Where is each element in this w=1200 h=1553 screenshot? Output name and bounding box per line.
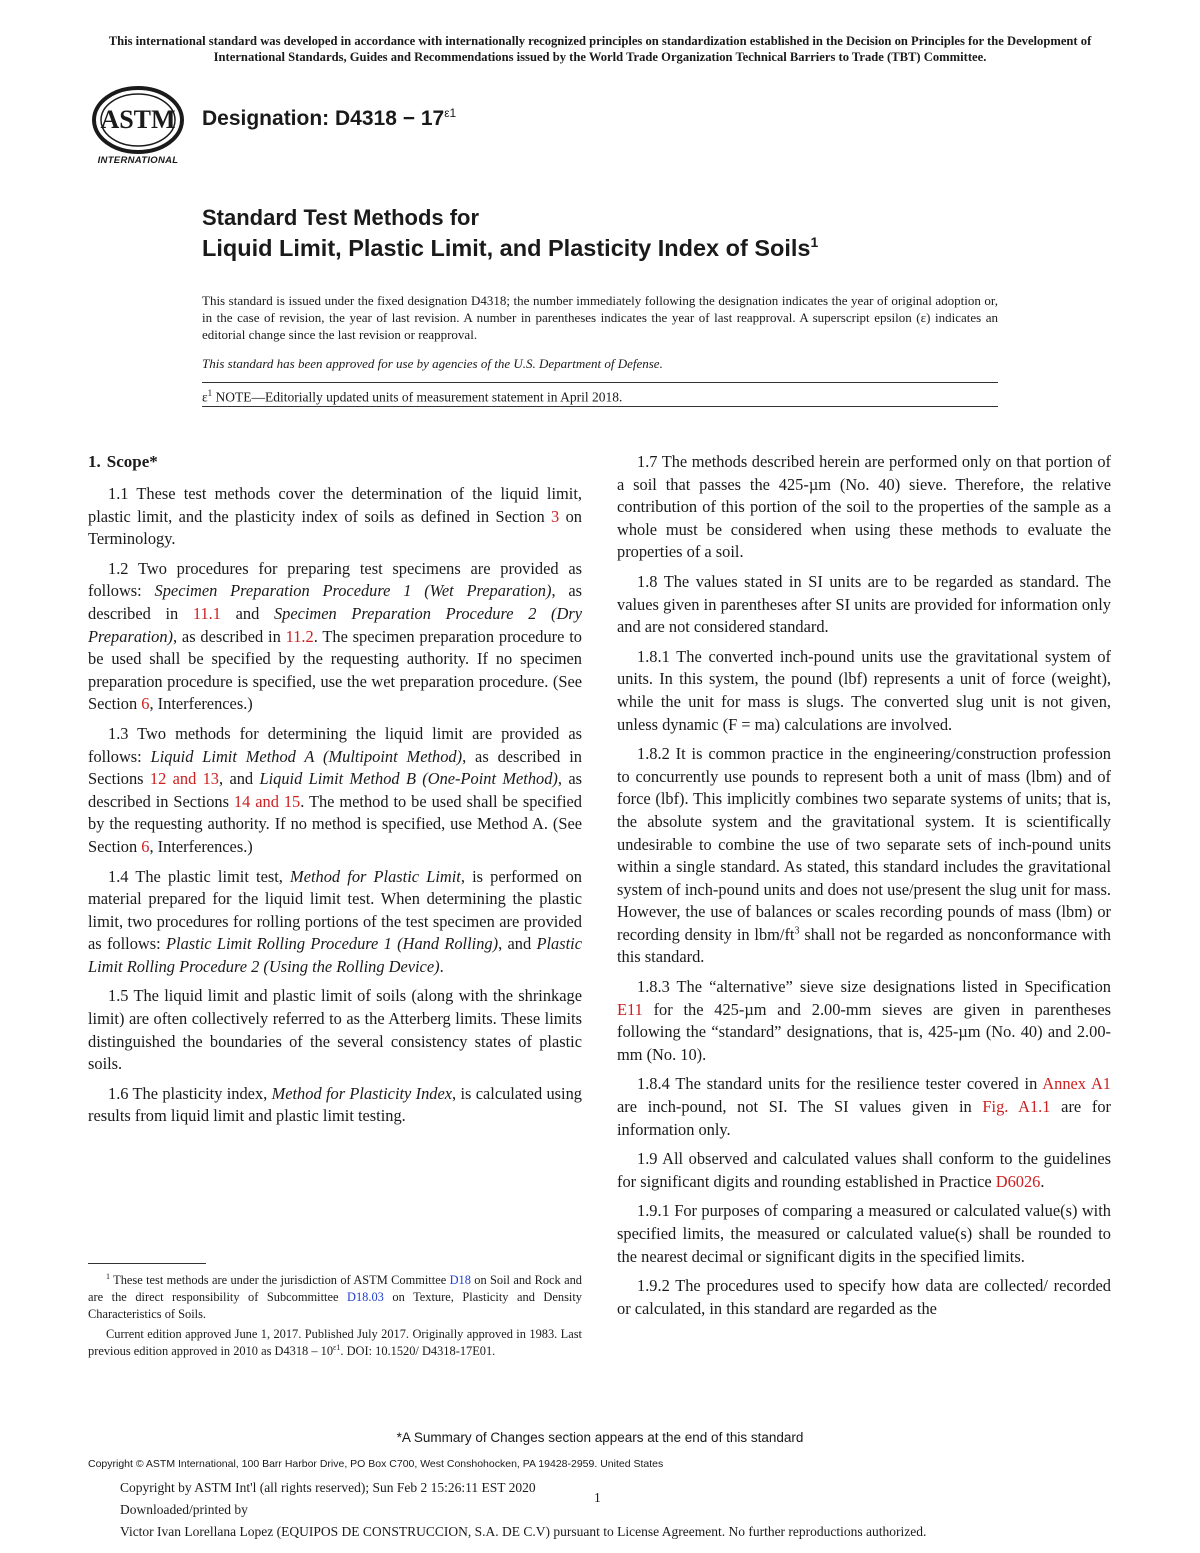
- section-number: 1.: [88, 452, 101, 471]
- copyright-line: Copyright © ASTM International, 100 Barr Harbor Drive, PO Box C700, West Conshohocken, PA 19428-2959. United States: [88, 1458, 664, 1470]
- paragraph-1-6: 1.6 The plasticity index, Method for Plasticity Index, is calculated using results from liquid limit and plastic limit testing.: [88, 1083, 582, 1126]
- link-section-6[interactable]: 6: [141, 836, 150, 856]
- paragraph-1-3: 1.3 Two methods for determining the liquid limit are provided as follows: Liquid Limit Method A (Multipoint Method), as described in Sections 12 and 13, and Liquid Limit Method B (One-Point Method), as described in Sections 14 and 15. The method to be used shall be specified by the requesting authority. If no method is specified, use Method A. (See Section 6, Interferences.): [88, 723, 582, 856]
- astm-logo: [88, 84, 188, 166]
- paragraph-1-2: 1.2 Two procedures for preparing test specimens are provided as follows: Specimen Preparation Procedure 1 (Wet Preparation), as described in 11.1 and Specimen Preparation Procedure 2 (Dry Preparation), as described in 11.2. The specimen preparation procedure to be used shall be specified by the requesting authority. If no specimen preparation procedure is specified, use the wet preparation procedure. (See Section 6, Interferences.): [88, 558, 582, 714]
- link-sections-14-15[interactable]: 14 and 15: [233, 791, 301, 811]
- logo-lettering: ASTM: [100, 105, 176, 134]
- link-d18-03[interactable]: D18.03: [347, 1290, 384, 1304]
- title-main: Liquid Limit, Plastic Limit, and Plasticity Index of Soils: [202, 234, 811, 261]
- epsilon-mark: ε: [202, 389, 208, 405]
- paragraph-1-4: 1.4 The plastic limit test, Method for Plastic Limit, is performed on material prepared for the liquid limit test. When determining the plastic limit, two procedures for rolling portions of the test specimen are provided as follows: Plastic Limit Rolling Procedure 1 (Hand Rolling), and Plastic Limit Rolling Procedure 2 (Using the Rolling Device).: [88, 866, 582, 976]
- section-title: Scope*: [106, 452, 158, 471]
- logo-caption: INTERNATIONAL: [97, 155, 179, 166]
- paragraph-1-8: 1.8 The values stated in SI units are to be regarded as standard. The values given in parentheses after SI units are provided for information only and are not considered standard.: [617, 571, 1111, 637]
- link-fig-a1-1[interactable]: Fig. A1.1: [982, 1097, 1051, 1117]
- link-11-2[interactable]: 11.2: [285, 626, 314, 646]
- designation-epsilon: ε1: [444, 106, 457, 120]
- designation: [202, 106, 456, 131]
- paragraph-1-9-2: 1.9.2 The procedures used to specify how data are collected/ recorded or calculated, in this standard are regarded as the: [617, 1276, 1111, 1318]
- link-11-1[interactable]: 11.1: [192, 603, 221, 623]
- epsilon-sup: 1: [207, 388, 213, 398]
- download-licensee: Victor Ivan Lorellana Lopez (EQUIPOS DE CONSTRUCCION, S.A. DE C.V) pursuant to License Agreement. No further reproductions authorized.: [120, 1524, 927, 1539]
- link-annex-a1[interactable]: Annex A1: [1042, 1074, 1111, 1094]
- link-section-3[interactable]: 3: [551, 506, 560, 526]
- paragraph-1-8-1: 1.8.1 The converted inch-pound units use the gravitational system of units. In this system, the pound (lbf) represents a unit of force (weight), while the unit for mass is slugs. The converted slug unit is not given, unless dynamic (F = ma) calculations are involved.: [617, 646, 1111, 734]
- paragraph-1-9-1: 1.9.1 For purposes of comparing a measured or calculated value(s) with specified limits, the measured or calculated value(s) shall be rounded to the nearest decimal or significant digits in the specified limits.: [617, 1201, 1111, 1266]
- download-printed-by: Downloaded/printed by: [120, 1502, 248, 1517]
- epsilon-note: [202, 388, 622, 406]
- section-heading-scope: [88, 451, 582, 473]
- link-d6026[interactable]: D6026: [995, 1171, 1041, 1191]
- left-column: [88, 451, 582, 1135]
- page-number: 1: [594, 1490, 601, 1505]
- paragraph-1-1: 1.1 These test methods cover the determination of the liquid limit, plastic limit, and the plasticity index of soils as defined in Section 3 on Terminology.: [88, 484, 582, 549]
- international-standard-note: This international standard was developed in accordance with internationally recognized principles on standardization established in the Decision on Principles for the Development of International Standards, Guides and Recommendations issued by the World Trade Organization Technical Barriers to Trade (TBT) Committee.: [108, 34, 1092, 64]
- link-d18[interactable]: D18: [449, 1273, 471, 1287]
- title-line-2: [202, 234, 818, 262]
- title-line-1: Standard Test Methods for: [202, 205, 480, 230]
- footnote-rule: [88, 1263, 206, 1264]
- paragraph-1-7: 1.7 The methods described herein are performed only on that portion of a soil that passes the 425-µm (No. 40) sieve. Therefore, the relative contribution of this portion of the soil to the properties of the sample as a whole must be considered when using these methods to evaluate the properties of a soil.: [617, 452, 1111, 562]
- dod-approval-note: This standard has been approved for use by agencies of the U.S. Department of Defense.: [202, 356, 663, 371]
- title-footnote-mark: 1: [810, 234, 819, 250]
- astm-logo-mark: [88, 84, 188, 154]
- paragraph-1-5: 1.5 The liquid limit and plastic limit of soils (along with the shrinkage limit) are often collectively referred to as the Atterberg limits. These limits distinguished the boundaries of the several consistency states of plastic soils.: [88, 986, 582, 1074]
- paragraph-1-8-2: 1.8.2 It is common practice in the engineering/construction profession to concurrently use pounds to represent both a unit of mass (lbm) and of force (lbf). This implicitly combines two separate systems of units; that is, the absolute system and the gravitational system. It is scientifically undesirable to combine the use of two separate sets of inch-pound units within a single standard. As stated, this standard includes the gravitational system of inch-pound units and does not use/present the slug unit for mass. However, the use of balances or scales recording pounds of mass (lbm) or recording density in lbm/$ft^3$ shall not be regarded as nonconformance with this standard.: [617, 744, 1111, 967]
- download-copyright: Copyright by ASTM Int'l (all rights reserved); Sun Feb 2 15:26:11 EST 2020: [120, 1480, 536, 1495]
- paragraph-1-9: 1.9 All observed and calculated values shall conform to the guidelines for significant digits and rounding established in Practice D6026.: [617, 1149, 1111, 1191]
- divider: [202, 382, 998, 383]
- footnote-1: $^1$ These test methods are under the jurisdiction of ASTM Committee D18 on Soil and Rock and are the direct responsibility of Subcommittee D18.03 on Texture, Plasticity and Density Characteristics of Soils.: [88, 1271, 583, 1321]
- right-column: [617, 451, 1111, 1327]
- epsilon-note-text: NOTE—Editorially updated units of measurement statement in April 2018.: [212, 389, 623, 405]
- link-e11[interactable]: E11: [617, 999, 643, 1019]
- link-sections-12-13[interactable]: 12 and 13: [149, 769, 220, 789]
- paragraph-1-8-4: 1.8.4 The standard units for the resilience tester covered in Annex A1 are inch-pound, not SI. The SI values given in Fig. A1.1 are for information only.: [617, 1074, 1111, 1139]
- standard-issue-note: This standard is issued under the fixed designation D4318; the number immediately following the designation indicates the year of original adoption or, in the case of revision, the year of last revision. A number in parentheses indicates the year of last reapproval. A superscript epsilon (ε) indicates an editorial change since the last revision or reapproval.: [202, 293, 998, 342]
- paragraph-1-8-3: 1.8.3 The “alternative” sieve size designations listed in Specification E11 for the 425-µm and 2.00-mm sieves are given in parentheses following the “standard” designations, that is, 425-µm (No. 40) and 2.00-mm (No. 10).: [617, 977, 1111, 1064]
- link-section-6[interactable]: 6: [141, 694, 150, 714]
- divider: [202, 406, 998, 407]
- footnote-edition: Current edition approved June 1, 2017. Published July 2017. Originally approved in 1983. Last previous edition approved in 2010 as $D4318 - 10^{\varepsilon 1}$. DOI: 10.1520/ D4318-17E01.: [88, 1327, 582, 1358]
- summary-of-changes-note: *A Summary of Changes section appears at the end of this standard: [396, 1430, 804, 1445]
- footnotes: [88, 1272, 582, 1363]
- designation-label: Designation: D4318 − 17: [202, 107, 445, 130]
